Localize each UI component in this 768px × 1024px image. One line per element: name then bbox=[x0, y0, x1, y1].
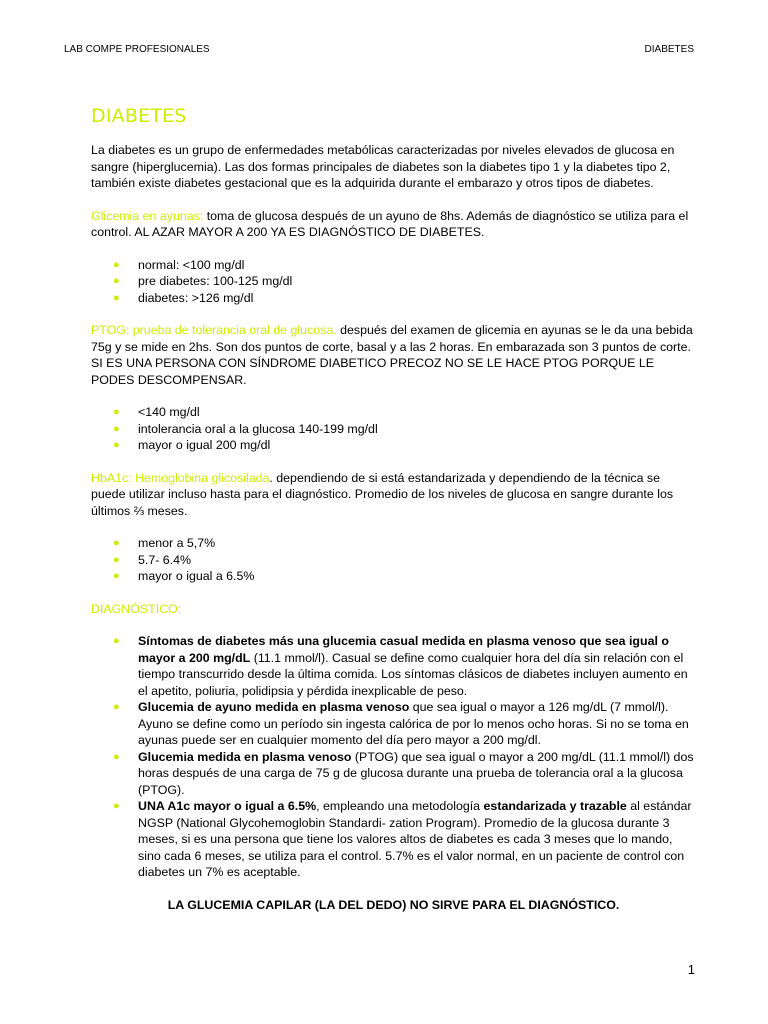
list-item: ● normal: <100 mg/dl bbox=[91, 257, 696, 274]
list-item bbox=[91, 699, 696, 749]
page-number: 1 bbox=[687, 962, 695, 977]
list-item bbox=[91, 798, 696, 881]
hba1c-paragraph bbox=[91, 470, 696, 520]
glicemia-label: Glicemia en ayunas: bbox=[91, 208, 204, 223]
diag-item-bold: Glucemia medida en plasma venoso bbox=[138, 749, 352, 764]
diag-item-bold: Síntomas de diabetes más una glucemia casual medida en plasma venoso que sea igual o mayor a 200 mg/dL bbox=[138, 634, 669, 665]
page-title: DIABETES bbox=[91, 105, 187, 127]
list-item: ● <140 mg/dl bbox=[91, 404, 696, 421]
hba1c-label: HbA1c: Hemoglobina glicosilada bbox=[91, 470, 270, 485]
list-item bbox=[91, 749, 696, 799]
ptog-text: después del examen de glicemia en ayunas se le da una bebida 75g y se mide en 2hs. Son dos puntos de corte, basal y a las 2 horas. En embarazada son 3 puntos de corte. SI ES UNA PERSONA CON SÍNDROME DIABETICO PRECOZ NO SE LE HACE PTOG PORQUE LE PODES DESCOMPENSAR. bbox=[91, 323, 693, 387]
glicemia-list bbox=[91, 257, 696, 307]
diagnostico-heading: DIAGNÓSTICO: bbox=[91, 601, 182, 616]
list-item bbox=[91, 633, 696, 699]
list-item: ● mayor o igual a 6.5% bbox=[91, 568, 696, 585]
diag-item-text: (11.1 mmol/l). Casual se define como cualquier hora del día sin relación con el tiempo transcurrido desde la última comida. Los síntomas clásicos de diabetes incluyen aumento en el apetito, poliuria, polidipsia y pérdida inexplicable de peso. bbox=[138, 650, 688, 698]
diag-item-text-2: al estándar NGSP (National Glycohemoglobin Standardi- zation Program). Promedio de la glucosa durante 3 meses, si es una persona que tiene los valores altos de diabetes es cada 3 meses que lo mando, sino cada 6 meses, se utiliza para el control. 5.7% es el valor normal, en un paciente de control con diabetes un 7% es aceptable. bbox=[138, 799, 692, 879]
list-item: ● pre diabetes: 100-125 mg/dl bbox=[91, 273, 696, 290]
list-item: ● diabetes: >126 mg/dl bbox=[91, 290, 696, 307]
ptog-list bbox=[91, 404, 696, 454]
header-right: DIABETES bbox=[644, 44, 694, 55]
list-item: ● menor a 5,7% bbox=[91, 535, 696, 552]
capilar-note: LA GLUCEMIA CAPILAR (LA DEL DEDO) NO SIRVE PARA EL DIAGNÓSTICO. bbox=[167, 897, 620, 912]
diag-item-text: , empleando una metodología bbox=[316, 799, 484, 813]
intro-paragraph: La diabetes es un grupo de enfermedades metabólicas caracterizadas por niveles elevados de glucosa en sangre (hiperglucemia). Las dos formas principales de diabetes son la diabetes tipo 1 y la diabetes tipo 2, también existe diabetes gestacional que es la adquirida durante el embarazo y otros tipos de diabetes. bbox=[91, 143, 675, 190]
diag-item-bold: UNA A1c mayor o igual a 6.5% bbox=[138, 799, 317, 813]
list-item: ● intolerancia oral a la glucosa 140-199 mg/dl bbox=[91, 421, 696, 438]
diag-item-text: que sea igual o mayor a 126 mg/dL (7 mmol/l). Ayuno se define como un período sin ingesta calórica de por lo menos ocho horas. Si no se toma en ayunas puede ser en cualquier momento del día pero mayor a 200 mg/dl. bbox=[138, 700, 689, 747]
hba1c-list bbox=[91, 535, 696, 585]
header-left: LAB COMPE PROFESIONALES bbox=[64, 44, 210, 55]
diag-item-bold: Glucemia de ayuno medida en plasma venoso bbox=[138, 700, 410, 714]
diag-item-text: (PTOG) que sea igual o mayor a 200 mg/dL (11.1 mmol/l) dos horas después de una carga de 75 g de glucosa durante una prueba de tolerancia oral a la glucosa (PTOG). bbox=[138, 749, 694, 797]
glicemia-text: toma de glucosa después de un ayuno de 8hs. Además de diagnóstico se utiliza para el control. AL AZAR MAYOR A 200 YA ES DIAGNÓSTICO DE DIABETES. bbox=[91, 208, 689, 239]
hba1c-text: . dependiendo de si está estandarizada y dependiendo de la técnica se puede utilizar incluso hasta para el diagnóstico. Promedio de los niveles de glucosa en sangre durante los últimos ⅔ meses. bbox=[91, 470, 674, 518]
ptog-paragraph bbox=[91, 322, 696, 388]
ptog-label: PTOG: prueba de tolerancia oral de glucosa. bbox=[91, 323, 337, 337]
diag-item-bold-2: estandarizada y trazable bbox=[483, 799, 627, 813]
glicemia-paragraph bbox=[91, 208, 696, 241]
list-item: ● mayor o igual 200 mg/dl bbox=[91, 437, 696, 454]
list-item: ● 5.7- 6.4% bbox=[91, 552, 696, 569]
document-body bbox=[91, 104, 696, 913]
diagnostico-list bbox=[91, 633, 696, 881]
